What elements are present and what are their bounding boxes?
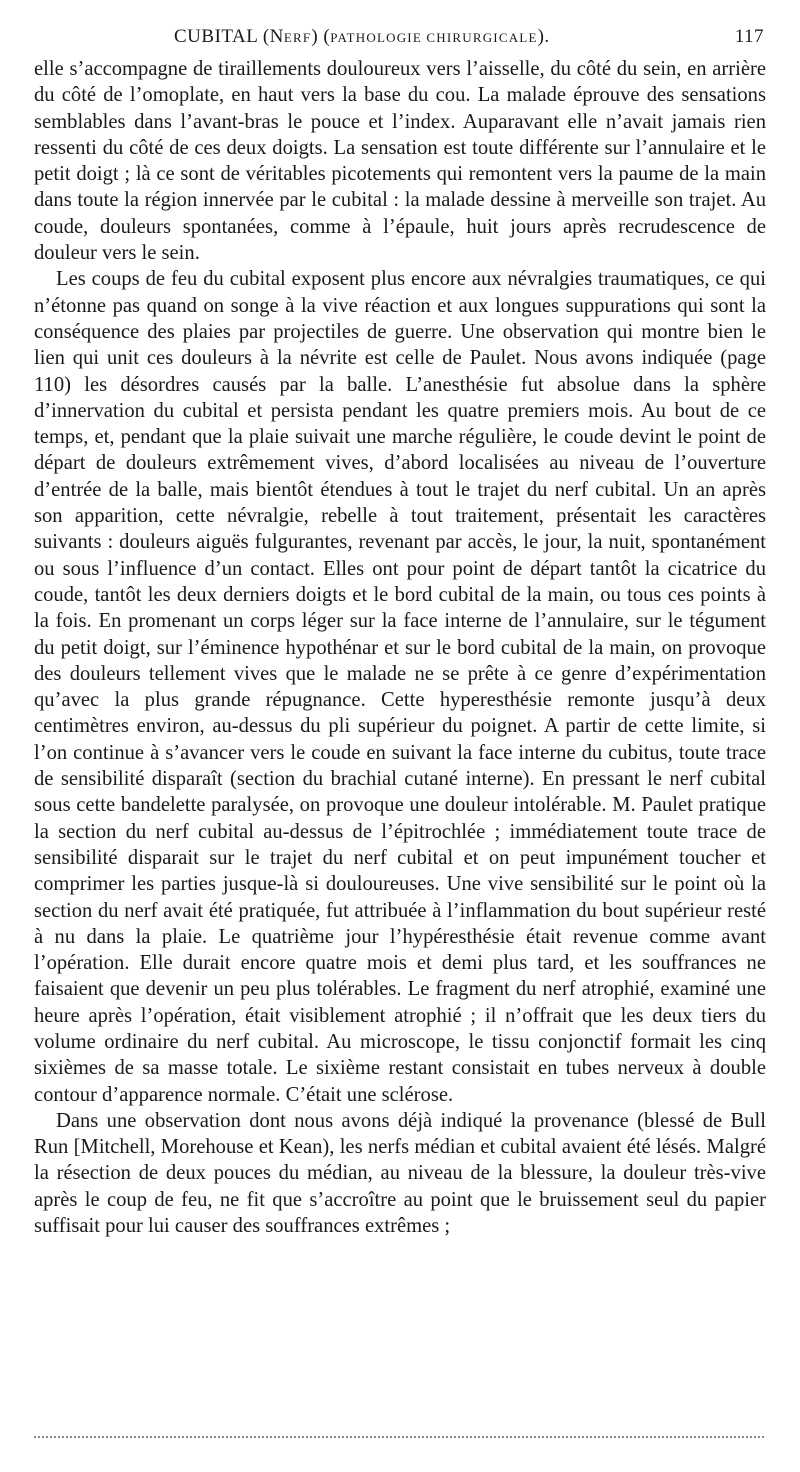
- book-page: [34, 26, 766, 1239]
- running-title-main: CUBITAL (N: [174, 26, 284, 47]
- paragraph-continuation: elle s’accompagne de tiraillements douloureux vers l’aisselle, du côté du sein, en arrière du côté de l’omoplate, en haut vers la base du cou. La malade éprouve des sensations semblables dans l’avant-bras le pouce et l’index. Auparavant elle n’avait jamais rien ressenti du côté de ces deux doigts. La sensation est toute différente sur l’annulaire et le petit doigt ; là ce sont de véritables picotements qui remontent vers la paume de la main dans toute la région innervée par le cubital : la malade dessine à merveille son trajet. Au coude, douleurs spontanées, comme à l’épaule, huit jours après recrudescence de douleur vers le sein.: [34, 58, 766, 265]
- running-title-nerf: ERF: [283, 30, 312, 45]
- running-title-end: ).: [537, 26, 550, 47]
- running-title-paren: ) (: [311, 26, 331, 47]
- page-number: 117: [734, 26, 764, 47]
- running-head: [34, 26, 766, 56]
- running-title: [174, 26, 550, 48]
- footer-rule: [34, 1436, 764, 1438]
- running-title-subtitle: PATHOLOGIE CHIRURGICALE: [330, 30, 538, 45]
- paragraph-coups-de-feu: Les coups de feu du cubital exposent plus encore aux névralgies traumatiques, ce qui n’étonne pas quand on songe à la vive réaction et aux longues suppurations qui sont la conséquence des plaies par projectiles de guerre. Une observation qui montre bien le lien qui unit ces douleurs à la névrite est celle de Paulet. Nous avons indiquée (page 110) les désordres causés par la balle. L’anesthésie fut absolue dans la sphère d’innervation du cubital et persista pendant les quatre premiers mois. Au bout de ce temps, et, pendant que la plaie suivait une marche régulière, le coude devint le point de départ de douleurs extrêmement vives, d’abord localisées au niveau de l’ouverture d’entrée de la balle, mais bientôt étendues à tout le trajet du nerf cubital. Un an après son apparition, cette névralgie, rebelle à tout traitement, présentait les caractères suivants : douleurs aiguës fulgurantes, revenant par accès, le jour, la nuit, spontanément ou sous l’influence d’un contact. Elles ont pour point de départ tantôt la cicatrice du coude, tantôt les deux derniers doigts et le bord cubital de la main, ou tous ces points à la fois. En promenant un corps léger sur la face interne de l’annulaire, sur le tégument du petit doigt, sur l’éminence hypothénar et sur le bord cubital de la main, on provoque des douleurs tellement vives que le malade ne se prête à ce genre d’expérimentation qu’avec la plus grande répugnance. Cette hyperesthésie remonte jusqu’à deux centimètres environ, au-dessus du pli supérieur du poignet. A partir de cette limite, si l’on continue à s’avancer vers le coude en suivant la face interne du cubitus, toute trace de sensibilité disparaît (section du brachial cutané interne). En pressant le nerf cubital sous cette bandelette paralysée, on provoque une douleur intolérable. M. Paulet pratique la section du nerf cubital au-dessus de l’épitrochlée ; immédiatement toute trace de sensibilité disparait sur le trajet du nerf cubital et on peut impunément toucher et comprimer les parties jusque-là si douloureuses. Une vive sensibilité sur le point où la section du nerf avait été pratiquée, fut attribuée à l’inflammation du bout supérieur resté à nu dans la plaie. Le quatrième jour l’hypéresthésie était revenue comme avant l’opération. Elle durait encore quatre mois et demi plus tard, et les souffrances ne faisaient que devenir un peu plus tolérables. Le fragment du nerf atrophié, examiné une heure après l’opération, était visiblement atrophié ; il n’offrait que les deux tiers du volume ordinaire du nerf cubital. Au microscope, le tissu conjonctif formait les cinq sixièmes de sa masse totale. Le sixième restant consistait en tubes nerveux à double contour d’apparence normale. C’était une sclérose.: [34, 268, 766, 1106]
- paragraph-bull-run: Dans une observation dont nous avons déjà indiqué la provenance (blessé de Bull Run [Mitchell, Morehouse et Kean), les nerfs médian et cubital avaient été lésés. Malgré la résection de deux pouces du médian, au niveau de la blessure, la douleur très-vive après le coup de feu, ne fit que s’accroître au point que le bruissement seul du papier suffisait pour lui causer des souffrances extrêmes ;: [34, 1109, 766, 1238]
